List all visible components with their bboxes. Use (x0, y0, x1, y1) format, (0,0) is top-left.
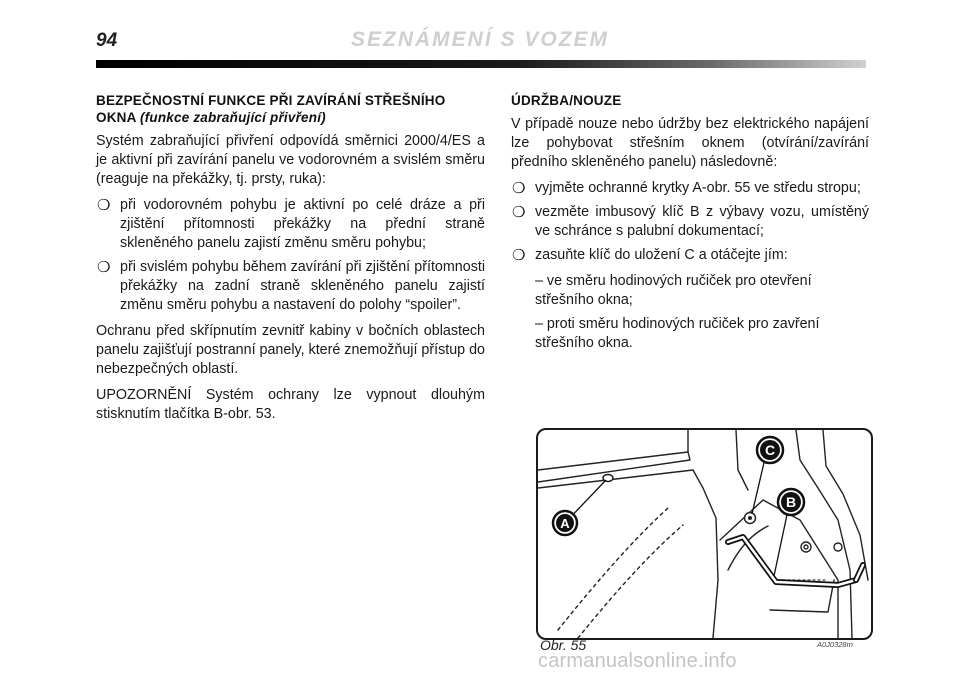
circle-bullet-icon: ❍ (97, 259, 111, 276)
circle-bullet-icon: ❍ (512, 180, 526, 197)
left-heading-line2: OKNA (96, 110, 140, 125)
circle-bullet-icon: ❍ (512, 204, 526, 221)
sunroof-illustration (538, 430, 871, 638)
right-bullet-list (511, 179, 869, 265)
page-header (0, 0, 960, 70)
left-heading-line1: BEZPEČNOSTNÍ FUNKCE PŘI ZAVÍRÁNÍ STŘEŠNÍHO (96, 93, 446, 108)
callout-a-label: A (560, 516, 570, 531)
list-item (511, 246, 869, 265)
bullet-text: při svislém pohybu během zavírání při zjištění přítomnosti překážky na zadní straně skleněného panelu zajistí změnu směru pohybu a nastavení do polohy “spoiler”. (120, 259, 485, 313)
list-item (96, 258, 485, 315)
bullet-text: při vodorovném pohybu je aktivní po celé dráze a při zjištění přítomnosti překážky na přední straně skleněného panelu zajistí změnu směru pohybu; (120, 197, 485, 251)
bullet-text: zasuňte klíč do uložení C a otáčejte jím: (535, 247, 788, 263)
warning-paragraph: UPOZORNĚNÍ Systém ochrany lze vypnout dlouhým stisknutím tlačítka B-obr. 53. (96, 387, 485, 422)
circle-bullet-icon: ❍ (97, 197, 111, 214)
figure-code: A0J0328m (817, 640, 853, 649)
callout-b (778, 489, 804, 515)
cover-plug-icon (603, 475, 613, 482)
right-intro: V případě nouze nebo údržby bez elektrického napájení lze pohybovat střešním oknem (otvírání/zavírání předního skleněného panelu) následovně: (511, 116, 869, 170)
list-item (96, 196, 485, 253)
running-title: SEZNÁMENÍ S VOZEM (350, 28, 610, 51)
protection-paragraph: Ochranu před skřípnutím zevnitř kabiny v bočních oblastech panelu zajišťují postranní panely, které znemožňují přístup do nebezpečných oblastí. (96, 323, 485, 377)
callout-a (553, 511, 577, 535)
callout-c-label: C (764, 442, 776, 458)
callout-b-label: B (785, 494, 797, 510)
left-bullet-list (96, 196, 485, 315)
right-column (511, 92, 869, 358)
bullet-text: vezměte imbusový klíč B z výbavy vozu, umístěný ve schránce s palubní dokumentací; (535, 204, 869, 239)
left-heading (96, 92, 485, 126)
left-column (96, 92, 485, 431)
allen-key-icon (728, 537, 863, 585)
left-heading-subtitle: (funkce zabraňující přivření) (140, 110, 326, 125)
figure-55 (536, 428, 873, 640)
watermark-text: carmanualsonline.info (538, 650, 737, 672)
circle-bullet-icon: ❍ (512, 247, 526, 264)
list-item (511, 203, 869, 241)
list-item (511, 179, 869, 198)
bullet-text: vyjměte ochranné krytky A-obr. 55 ve středu stropu; (535, 180, 861, 196)
right-heading: ÚDRŽBA/NOUZE (511, 93, 622, 108)
page-number: 94 (96, 30, 118, 51)
left-intro: Systém zabraňující přivření odpovídá směrnici 2000/4/ES a je aktivní při zavírání panelu ve vodorovném a svislém směru (reaguje na překážky, tj. prsty, ruka): (96, 133, 485, 187)
header-rule (96, 60, 866, 68)
dash-line-counterclockwise: – proti směru hodinových ručiček pro zavření střešního okna. (535, 316, 820, 351)
figure-caption: Obr. 55 (540, 637, 587, 653)
dash-line-clockwise: – ve směru hodinových ručiček pro otevření střešního okna; (535, 273, 812, 308)
callout-c (757, 437, 783, 463)
